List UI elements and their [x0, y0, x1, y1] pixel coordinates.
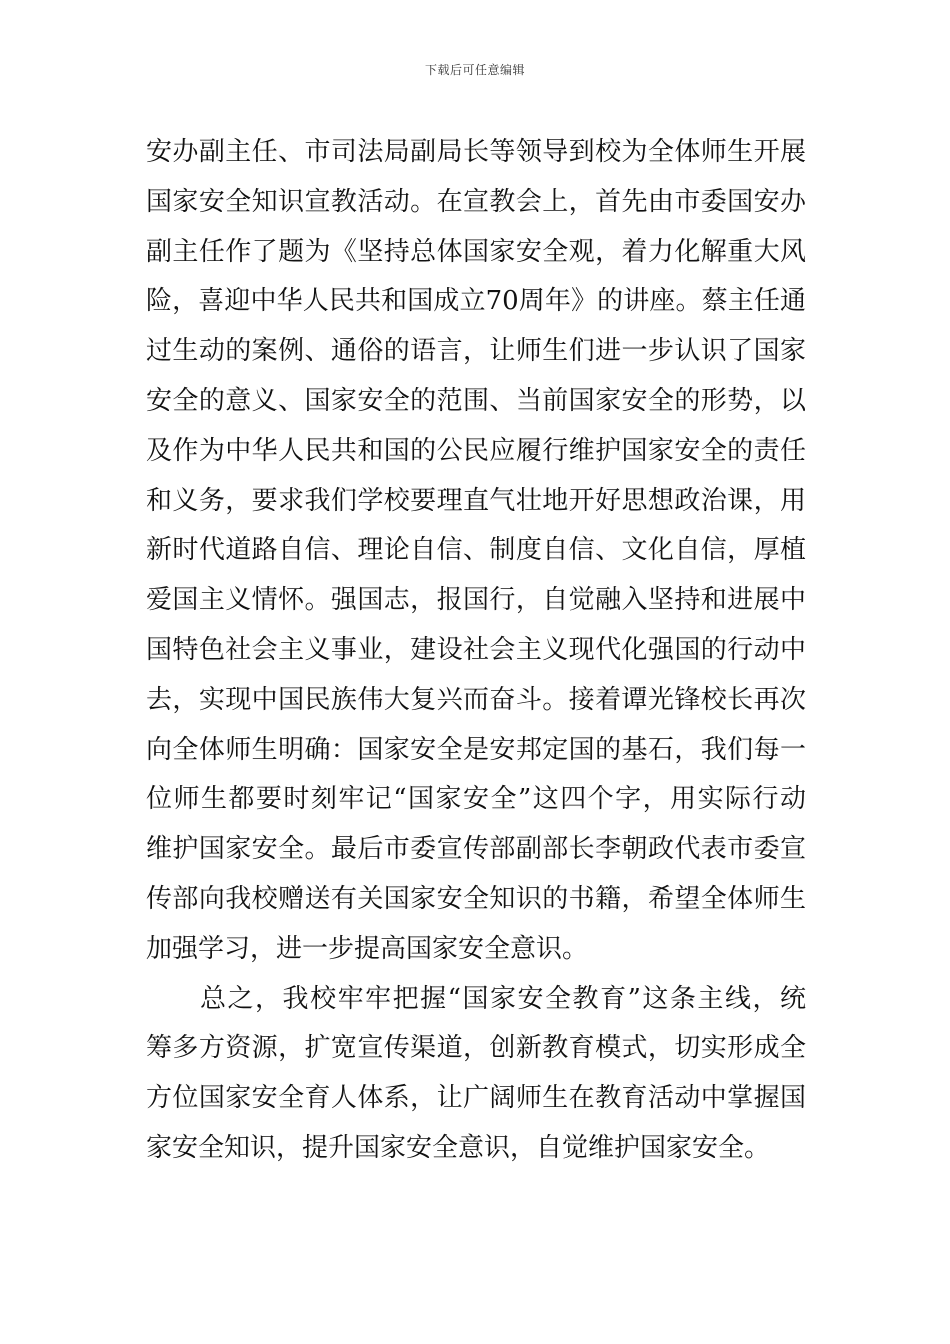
- paragraph-2: [146, 975, 806, 1174]
- text-line: 筹多方资源，扩宽宣传渠道，创新教育模式，切实形成全: [146, 1033, 806, 1064]
- text-line: 国家安全知识宣教活动。在宣教会上，首先由市委国安办: [146, 186, 806, 217]
- text-line: 维护国家安全。最后市委宣传部副部长李朝政代表市委宣: [146, 834, 806, 865]
- text-line: 家安全知识，提升国家安全意识，自觉维护国家安全。: [146, 1132, 771, 1163]
- text-line: 加强学习，进一步提高国家安全意识。: [146, 933, 589, 964]
- text-line: 爱国主义情怀。强国志，报国行，自觉融入坚持和进展中: [146, 585, 806, 616]
- text-line: 方位国家安全育人体系，让广阔师生在教育活动中掌握国: [146, 1083, 806, 1114]
- text-line: 及作为中华人民共和国的公民应履行维护国家安全的责任: [146, 435, 806, 466]
- text-line: 新时代道路自信、理论自信、制度自信、文化自信，厚植: [146, 535, 806, 566]
- text-line: 向全体师生明确：国家安全是安邦定国的基石，我们每一: [146, 734, 806, 765]
- text-line: 过生动的案例、通俗的语言，让师生们进一步认识了国家: [146, 336, 806, 367]
- text-line: 位师生都要时刻牢记“国家安全”这四个字，用实际行动: [146, 784, 806, 815]
- document-body: [146, 128, 806, 1174]
- paragraph-1: [146, 128, 806, 975]
- page-header: 下载后可任意编辑: [424, 63, 525, 77]
- text-line: 总之，我校牢牢把握“国家安全教育”这条主线，统: [200, 983, 806, 1014]
- text-line: 险，喜迎中华人民共和国成立70周年》的讲座。蔡主任通: [146, 286, 806, 317]
- text-line: 安办副主任、市司法局副局长等领导到校为全体师生开展: [146, 137, 806, 167]
- text-line: 安全的意义、国家安全的范围、当前国家安全的形势，以: [146, 385, 806, 416]
- text-line: 去，实现中国民族伟大复兴而奋斗。接着谭光锋校长再次: [146, 684, 806, 715]
- text-line: 传部向我校赠送有关国家安全知识的书籍，希望全体师生: [146, 883, 806, 914]
- text-line: 副主任作了题为《坚持总体国家安全观，着力化解重大风: [146, 236, 806, 267]
- text-line: 和义务，要求我们学校要理直气壮地开好思想政治课，用: [146, 485, 806, 516]
- text-line: 国特色社会主义事业，建设社会主义现代化强国的行动中: [146, 634, 806, 665]
